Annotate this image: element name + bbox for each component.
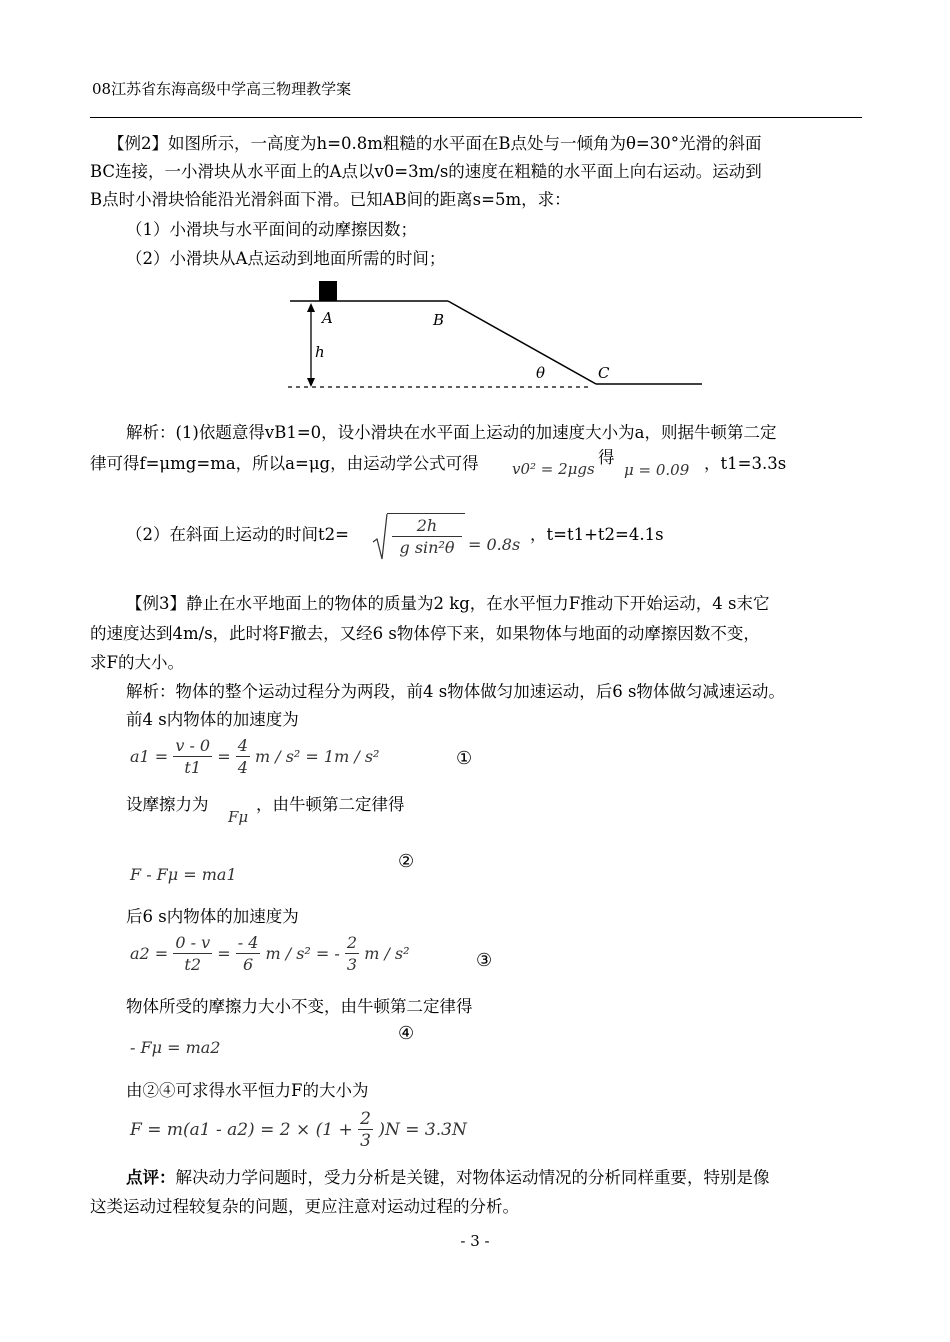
header-rule [90,117,862,118]
friction-same-text: 物体所受的摩擦力大小不变，由牛顿第二定律得 [126,997,473,1016]
page-header: 08江苏省东海高级中学高三物理教学案 [92,80,352,98]
eq3-rest: m / s² [364,944,410,963]
t2-value: = 0.8s [468,535,521,554]
eq3-fraction-a [173,933,212,976]
eq3-mid: = [217,944,231,963]
example2-total-time: ，t=t1+t2=4.1s [530,525,664,544]
comment-line2: 这类运动过程较复杂的问题，更应注意对运动过程的分析。 [90,1197,519,1216]
friction-symbol: Fμ [228,808,249,826]
page-number: - 3 - [460,1232,490,1250]
eq1-rest: m / s² = 1m / s² [254,747,380,766]
eq3-lhs: a2 = [130,944,169,963]
example2-line2: BC连接，一小滑块从水平面上的A点以v0=3m/s的速度在粗糙的水平面上向右运动。运动到 [90,162,762,181]
example3-line3: 求F的大小。 [90,653,184,672]
height-arrow-up [307,303,315,312]
example2-solution-line2: 律可得f=μmg=ma，所以a=μg，由运动学公式可得 [90,454,479,473]
equation-4-marker: ④ [398,1023,415,1044]
t2-fraction [392,516,462,559]
equation-5 [130,1109,467,1152]
eq3-fraction-c [345,933,359,976]
eq3-num3: 2 [346,933,358,952]
eq3-den2: 6 [242,955,254,974]
example2-solution-line1: 解析：(1)依题意得vB1=0，设小滑块在水平面上运动的加速度大小为a，则据牛顿第二定 [126,423,777,442]
example2-line3: B点时小滑块恰能沿光滑斜面下滑。已知AB间的距离s=5m，求： [90,190,571,209]
sqrt-sign [372,512,388,562]
example2-de: 得 [598,448,615,467]
label-theta: θ [536,364,546,382]
example2-question2: （2）小滑块从A点运动到地面所需的时间； [126,249,446,268]
eq5-den: 3 [360,1131,371,1151]
eq1-den2: 4 [237,758,248,777]
t2-denominator: g sin²θ [399,538,455,557]
example2-solution-part2: （2）在斜面上运动的时间t2= [126,525,349,544]
eq3-fraction-b [236,933,261,976]
eq3-num2: - 4 [237,933,259,952]
after-6s-text: 后6 s内物体的加速度为 [126,907,299,926]
eq1-num2: 4 [237,736,248,755]
label-B: B [433,311,445,329]
from-24-text: 由②④可求得水平恒力F的大小为 [126,1081,369,1100]
equation-3 [130,933,410,976]
eq1-den1: t1 [184,758,202,777]
t2-numerator: 2h [392,516,462,537]
label-C: C [598,364,610,382]
eq5-num: 2 [360,1109,371,1129]
equation-mu: μ = 0.09 [624,461,690,479]
comment-label: 点评： [126,1168,176,1187]
eq1-fraction-b [236,736,250,779]
eq3-den1: t2 [184,955,202,974]
eq3-num1: 0 - v [175,933,211,952]
example3-line2: 的速度达到4m/s，此时将F撤去，又经6 s物体停下来，如果物体与地面的动摩擦因数不变， [90,624,760,643]
eq5-rhs: )N = 3.3N [378,1120,467,1140]
equation-2: F - Fμ = ma1 [130,865,237,884]
eq1-equals: = [217,747,231,766]
equation-1 [130,736,379,779]
example2-t1: ，t1=3.3s [704,454,787,473]
eq1-lhs: a1 = [130,747,169,766]
friction-suffix: ，由牛顿第二定律得 [256,795,405,814]
example2-question1: （1）小滑块与水平面间的动摩擦因数； [126,220,417,239]
comment-line1 [126,1166,770,1190]
equation-v0-squared: v0² = 2μgs [512,460,595,478]
label-h: h [315,343,325,361]
slope-line [448,301,596,384]
label-A: A [322,309,333,327]
equation-1-marker: ① [456,748,473,769]
equation-4: - Fμ = ma2 [130,1038,221,1057]
incline-figure [280,275,710,395]
equation-3-marker: ③ [476,950,493,971]
eq1-num1: v - 0 [175,736,211,755]
example2-line1: 【例2】如图所示，一高度为h=0.8m粗糙的水平面在B点处与一倾角为θ=30°光滑的斜面 [108,134,762,153]
comment-text1: 解决动力学问题时，受力分析是关键，对物体运动情况的分析同样重要，特别是像 [175,1168,770,1187]
slider-block [319,281,337,301]
eq3-den3: 3 [346,955,358,974]
equation-2-marker: ② [398,851,415,872]
example3-line1: 【例3】静止在水平地面上的物体的质量为2 kg，在水平恒力F推动下开始运动，4 s末它 [126,594,770,613]
eq5-lhs: F = m(a1 - a2) = 2 × (1 + [130,1120,353,1140]
sqrt-bar [387,513,465,514]
example3-solution-line1: 解析：物体的整个运动过程分为两段，前4 s物体做匀加速运动，后6 s物体做匀减速运动。 [126,682,785,701]
height-arrow-down [307,378,315,387]
eq1-fraction-a [173,736,212,779]
eq3-mid2: m / s² = - [265,944,340,963]
eq5-fraction [358,1109,373,1152]
friction-prefix: 设摩擦力为 [126,795,209,814]
example3-solution-line2: 前4 s内物体的加速度为 [126,710,299,729]
